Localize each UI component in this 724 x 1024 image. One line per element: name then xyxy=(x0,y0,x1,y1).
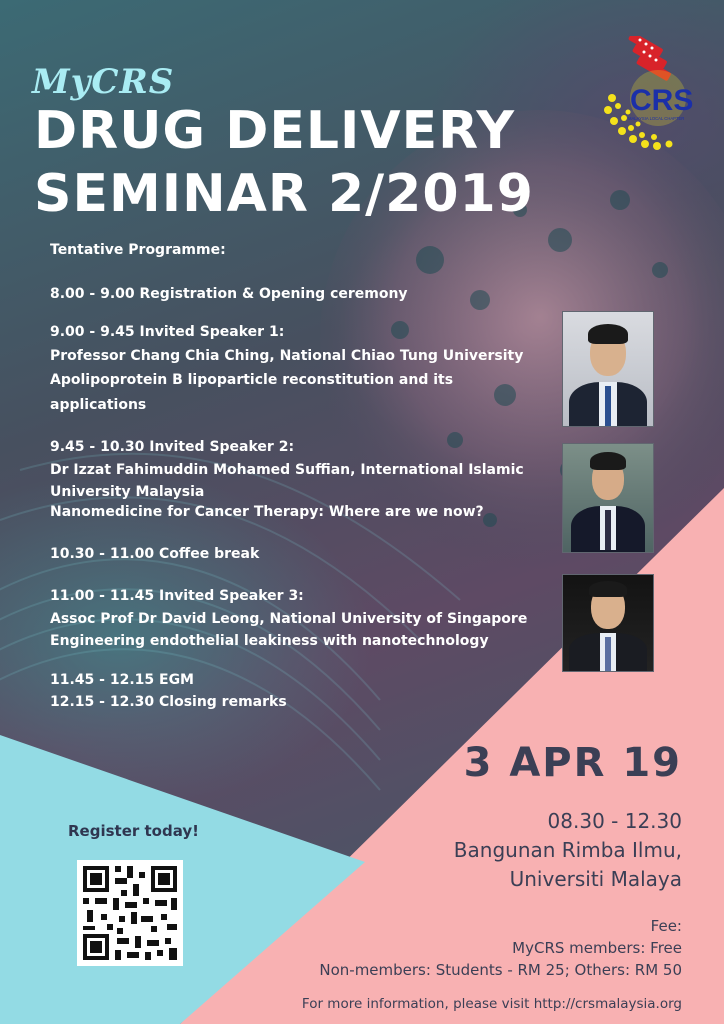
programme-line: Assoc Prof Dr David Leong, National University of Singapore xyxy=(50,611,528,627)
speaker-3-photo xyxy=(562,574,654,672)
programme-line: 8.00 - 9.00 Registration & Opening ceremony xyxy=(50,286,408,302)
event-venue-line-2: Universiti Malaya xyxy=(509,867,682,891)
programme-line: Professor Chang Chia Ching, National Chiao Tung University xyxy=(50,348,524,364)
page-title-line-1: DRUG DELIVERY xyxy=(34,101,515,161)
programme-line: applications xyxy=(50,397,147,413)
event-venue-line-1: Bangunan Rimba Ilmu, xyxy=(453,838,682,862)
programme-line: 10.30 - 11.00 Coffee break xyxy=(50,546,260,562)
programme-line: 11.45 - 12.15 EGM xyxy=(50,672,194,688)
programme-line: 9.45 - 10.30 Invited Speaker 2: xyxy=(50,439,295,455)
speaker-1-photo xyxy=(562,311,654,427)
programme-line: Apolipoprotein B lipoparticle reconstitution and its xyxy=(50,372,454,388)
page-title-line-2: SEMINAR 2/2019 xyxy=(34,164,534,224)
programme-line: 12.15 - 12.30 Closing remarks xyxy=(50,694,287,710)
crs-logo-icon xyxy=(598,36,708,161)
event-time: 08.30 - 12.30 xyxy=(547,809,682,833)
fee-label: Fee: xyxy=(650,917,682,935)
brand-title: MyCRS xyxy=(32,62,175,102)
programme-line: 11.00 - 11.45 Invited Speaker 3: xyxy=(50,588,304,604)
event-date: 3 APR 19 xyxy=(463,740,682,786)
register-label: Register today! xyxy=(68,822,199,840)
speaker-2-photo xyxy=(562,443,654,553)
programme-line: Nanomedicine for Cancer Therapy: Where are we now? xyxy=(50,504,484,520)
programme-line: Engineering endothelial leakiness with nanotechnology xyxy=(50,633,489,649)
programme-heading: Tentative Programme: xyxy=(50,242,226,258)
programme-line: 9.00 - 9.45 Invited Speaker 1: xyxy=(50,324,285,340)
fee-non-members: Non-members: Students - RM 25; Others: RM 50 xyxy=(319,961,682,979)
fee-members: MyCRS members: Free xyxy=(512,939,682,957)
svg-text:MALAYSIA LOCAL CHAPTER: MALAYSIA LOCAL CHAPTER xyxy=(628,116,685,121)
svg-text:CRS: CRS xyxy=(630,84,694,117)
programme-line: Dr Izzat Fahimuddin Mohamed Suffian, International Islamic xyxy=(50,462,524,478)
qr-code-icon[interactable] xyxy=(77,860,183,966)
programme-line: University Malaysia xyxy=(50,484,205,500)
more-info-link[interactable]: For more information, please visit http://crsmalaysia.org xyxy=(301,996,682,1012)
